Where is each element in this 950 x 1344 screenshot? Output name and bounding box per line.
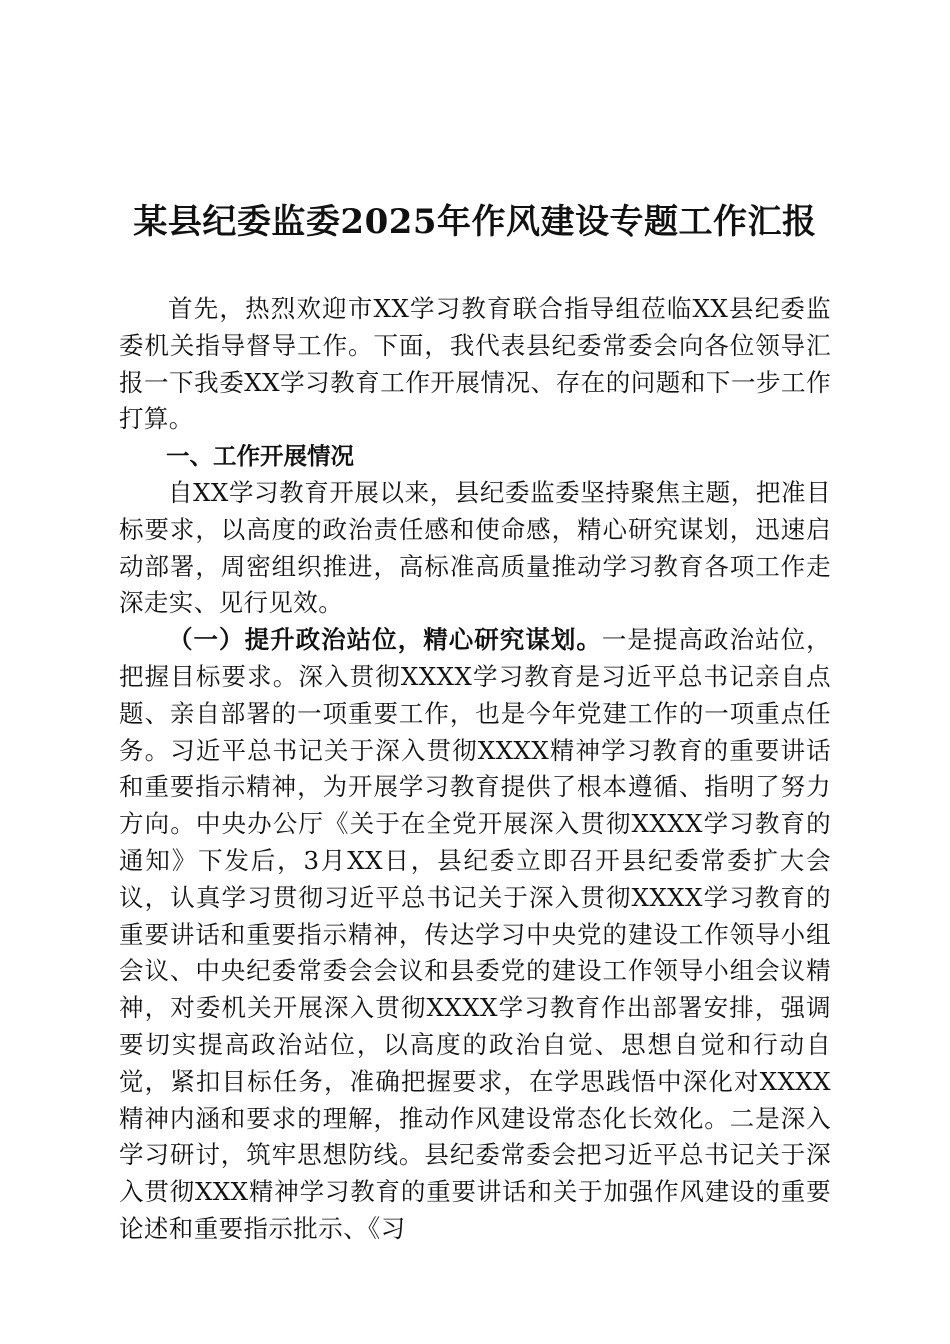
subsection-1-lead: （一）提升政治站位，精心研究谋划。	[168, 625, 602, 655]
document-body	[119, 291, 831, 1248]
intro-paragraph: 首先，热烈欢迎市XX学习教育联合指导组莅临XX县纪委监委机关指导督导工作。下面，我代表县纪委常委会向各位领导汇报一下我委XX学习教育工作开展情况、存在的问题和下一步工作打算。	[119, 294, 831, 434]
section-1-intro-paragraph: 自XX学习教育开展以来，县纪委监委坚持聚焦主题，把准目标要求，以高度的政治责任感和使命感，精心研究谋划，迅速启动部署，周密组织推进，高标准高质量推动学习教育各项工作走深走实、见行见效。	[119, 477, 831, 618]
section-heading-1: 一、工作开展情况	[166, 442, 354, 471]
subsection-1-paragraph	[119, 622, 831, 1248]
document-title: 某县纪委监委2025年作风建设专题工作汇报	[133, 202, 817, 242]
subsection-1-body: 一是提高政治站位，把握目标要求。深入贯彻XXXX学习教育是习近平总书记亲自点题、亲自部署的一项重要工作，也是今年党建工作的一项重点任务。习近平总书记关于深入贯彻XXXX精神学习教育的重要讲话和重要指示精神，为开展学习教育提供了根本遵循、指明了努力方向。中央办公厅《关于在全党开展深入贯彻XXXX学习教育的通知》下发后，3月XX日，县纪委立即召开县纪委常委扩大会议，认真学习贯彻习近平总书记关于深入贯彻XXXX学习教育的重要讲话和重要指示精神，传达学习中央党的建设工作领导小组会议、中央纪委常委会会议和县委党的建设工作领导小组会议精神，对委机关开展深入贯彻XXXX学习教育作出部署安排，强调要切实提高政治站位，以高度的政治自觉、思想自觉和行动自觉，紧扣目标任务，准确把握要求，在学思践悟中深化对XXXX精神内涵和要求的理解，推动作风建设常态化长效化。二是深入学习研讨，筑牢思想防线。县纪委常委会把习近平总书记关于深入贯彻XXX精神学习教育的重要讲话和关于加强作风建设的重要论述和重要指示批示、《习	[119, 625, 831, 1243]
